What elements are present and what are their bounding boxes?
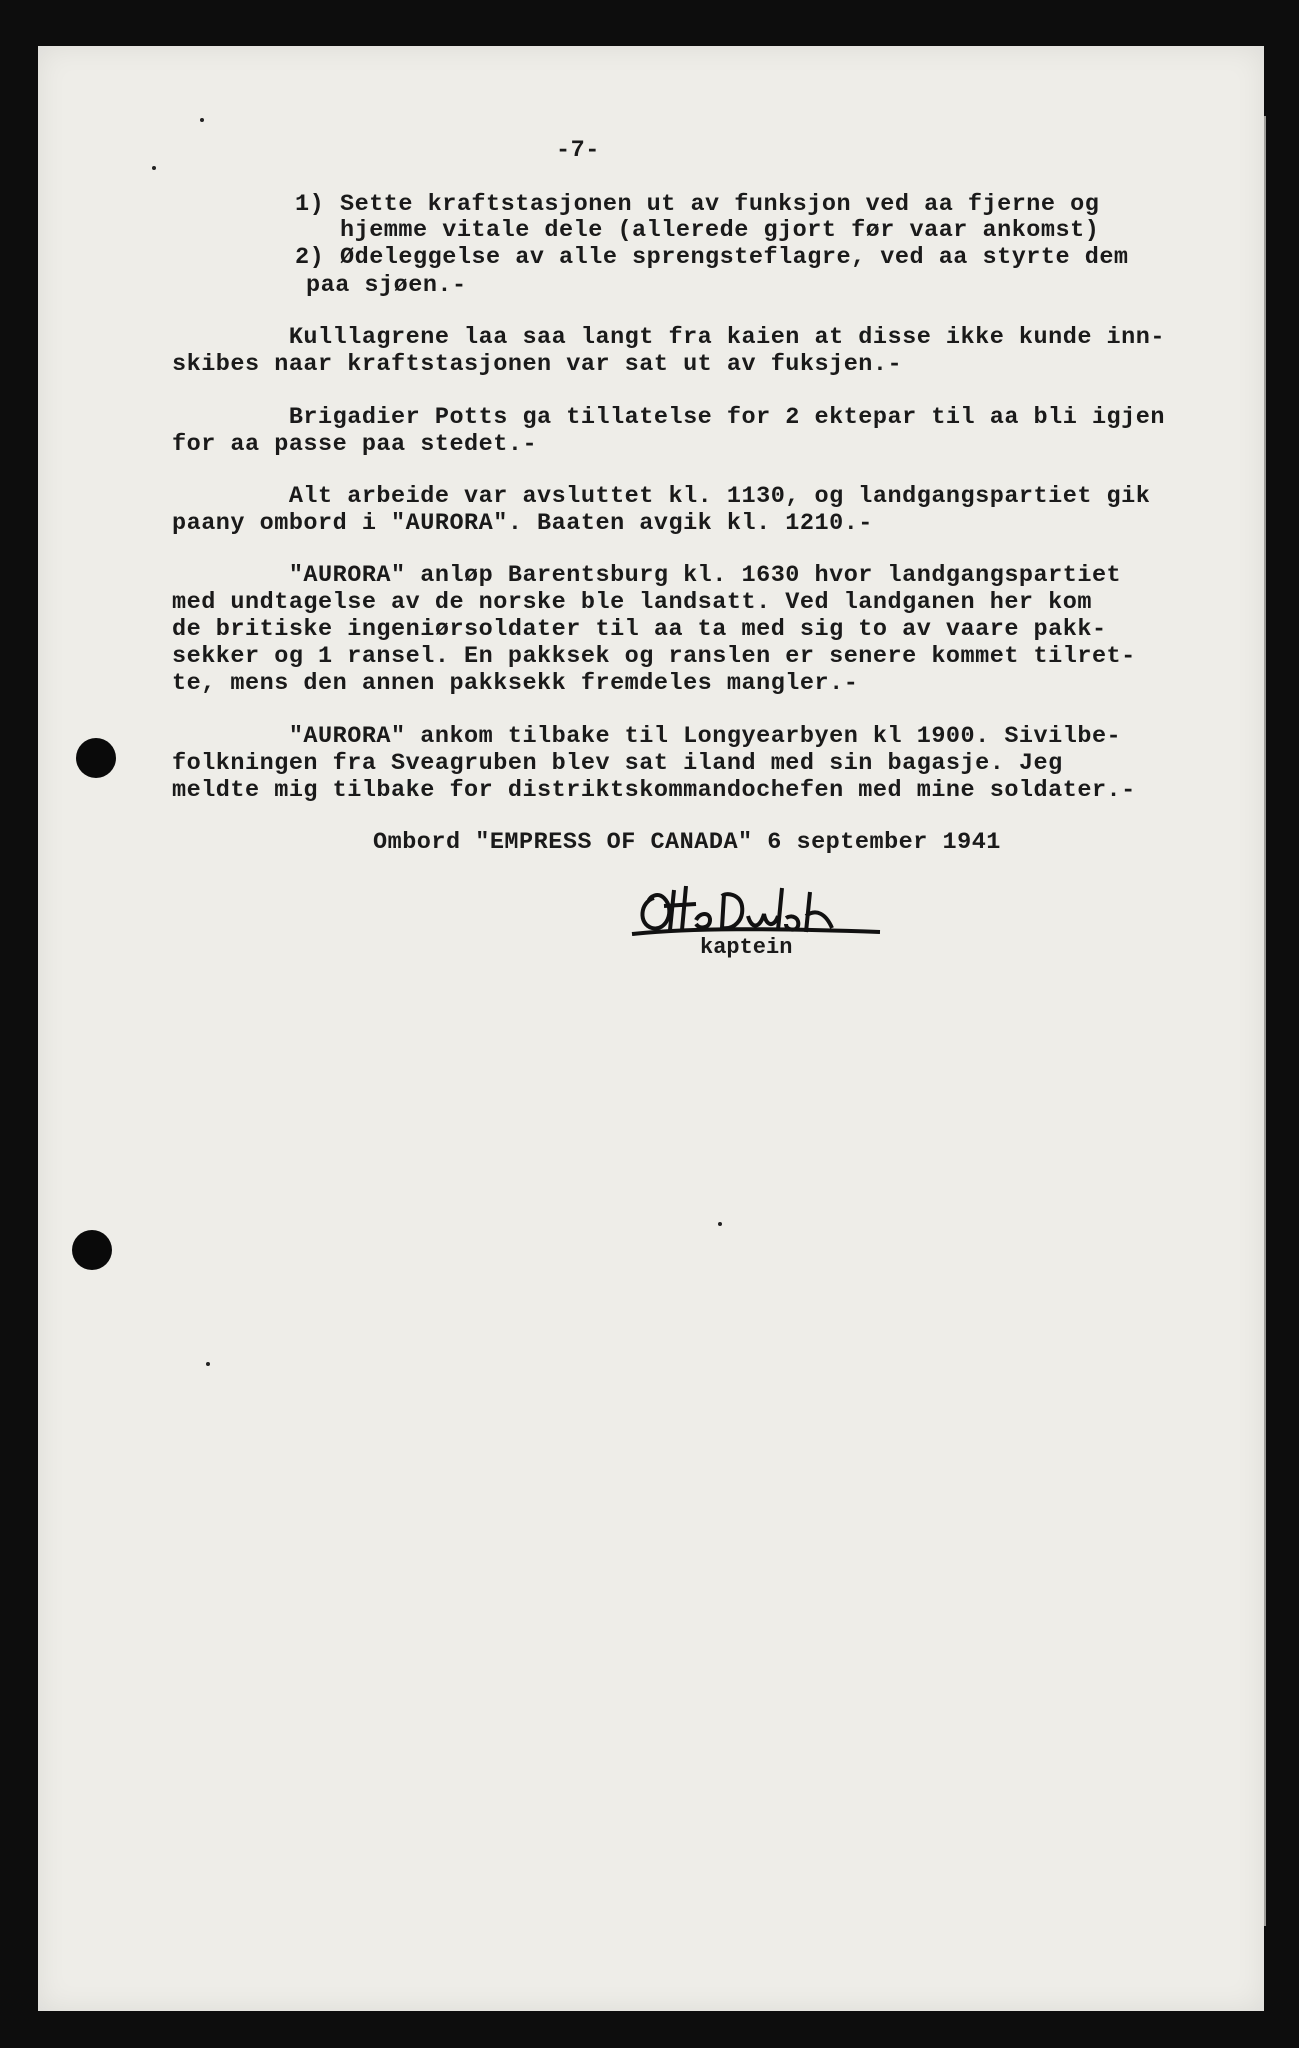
- paragraph-5-line-2: folkningen fra Sveagruben blev sat iland med sin bagasje. Jeg: [172, 750, 1063, 777]
- paragraph-1-line-2: skibes naar kraftstasjonen var sat ut av fuksjen.-: [172, 351, 903, 378]
- paragraph-4-line-4: sekker og 1 ransel. En pakksek og ranslen er senere kommet tilret-: [172, 643, 1136, 670]
- paragraph-3-line-1: Alt arbeide var avsluttet kl. 1130, og landgangspartiet gik: [172, 483, 1151, 510]
- list-item-1-line-1: Sette kraftstasjonen ut av funksjon ved aa fjerne og: [340, 191, 1100, 218]
- list-item-2-line-1: Ødeleggelse av alle sprengsteflagre, ved aa styrte dem: [340, 244, 1129, 271]
- punch-hole-bottom: [72, 1230, 112, 1270]
- punch-hole-top: [76, 738, 116, 778]
- paragraph-3-line-2: paany ombord i "AURORA". Baaten avgik kl. 1210.-: [172, 510, 873, 537]
- list-item-2-number: 2): [295, 244, 325, 271]
- paragraph-2-line-2: for aa passe paa stedet.-: [172, 431, 538, 458]
- list-item-1-line-2: hjemme vitale dele (allerede gjort før vaar ankomst): [340, 217, 1100, 244]
- place-and-date: Ombord "EMPRESS OF CANADA" 6 september 1941: [373, 829, 1001, 856]
- ink-speck: [200, 118, 204, 122]
- paragraph-5-line-1: "AURORA" ankom tilbake til Longyearbyen kl 1900. Sivilbe-: [172, 723, 1122, 750]
- paragraph-4-line-2: med undtagelse av de norske ble landsatt. Ved landganen her kom: [172, 589, 1092, 616]
- list-item-1-number: 1): [295, 191, 325, 218]
- page-number: -7-: [556, 137, 600, 164]
- ink-speck: [206, 1362, 210, 1366]
- ink-speck: [152, 166, 156, 170]
- paragraph-4-line-5: te, mens den annen pakksekk fremdeles mangler.-: [172, 670, 859, 697]
- paragraph-1-line-1: Kulllagrene laa saa langt fra kaien at disse ikke kunde inn-: [172, 324, 1165, 351]
- paragraph-2-line-1: Brigadier Potts ga tillatelse for 2 ektepar til aa bli igjen: [172, 404, 1165, 431]
- paragraph-4-line-3: de britiske ingeniørsoldater til aa ta med sig to av vaare pakk-: [172, 616, 1107, 643]
- paragraph-4-line-1: "AURORA" anløp Barentsburg kl. 1630 hvor landgangspartiet: [172, 562, 1122, 589]
- ink-speck: [718, 1222, 722, 1226]
- list-item-2-line-2: paa sjøen.-: [306, 272, 467, 299]
- paper-edge: [1264, 116, 1266, 1926]
- signature-title: kaptein: [700, 935, 793, 960]
- paragraph-5-line-3: meldte mig tilbake for distriktskommandochefen med mine soldater.-: [172, 777, 1136, 804]
